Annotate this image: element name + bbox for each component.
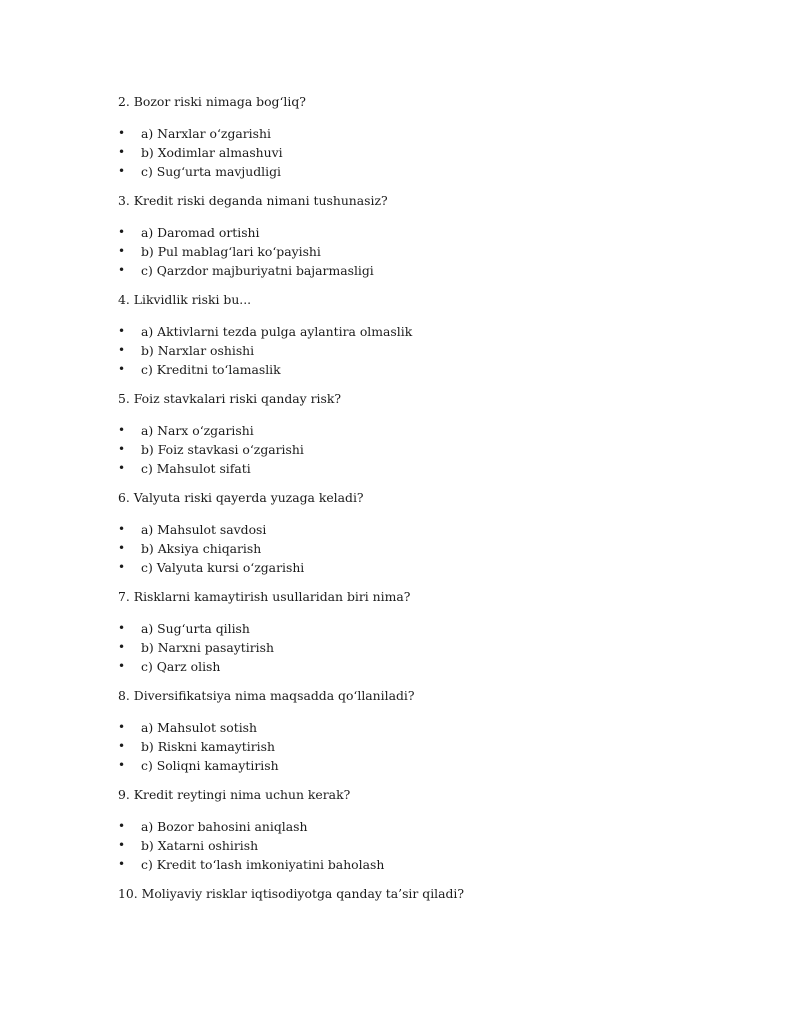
options-list [118,718,738,775]
bullet-icon: • [118,739,126,753]
bullet-icon: • [118,541,126,555]
question-block-5 [118,389,738,478]
option-text: a) Mahsulot savdosi [141,522,267,537]
option-item [118,638,738,657]
options-list [118,817,738,874]
question-text: 3. Kredit riski deganda nimani tushunasiz? [118,193,388,208]
option-text: a) Narx o‘zgarishi [141,423,254,438]
bullet-icon: • [118,640,126,654]
bullet-icon: • [118,857,126,871]
question-block-8 [118,686,738,775]
question-block-3 [118,191,738,280]
option-text: b) Pul mablag‘lari ko‘payishi [141,244,321,259]
option-item [118,360,738,379]
option-item [118,223,738,242]
options-list [118,322,738,379]
option-text: c) Kredit to‘lash imkoniyatini baholash [141,857,385,872]
option-text: a) Daromad ortishi [141,225,260,240]
bullet-icon: • [118,225,126,239]
option-text: c) Soliqni kamaytirish [141,758,279,773]
bullet-icon: • [118,758,126,772]
bullet-icon: • [118,522,126,536]
option-text: b) Narxni pasaytirish [141,640,274,655]
option-item [118,322,738,341]
bullet-icon: • [118,343,126,357]
question-block-10 [118,884,738,904]
options-list [118,223,738,280]
question-block-4 [118,290,738,379]
bullet-icon: • [118,145,126,159]
bullet-icon: • [118,324,126,338]
question-text: 6. Valyuta riski qayerda yuzaga keladi? [118,490,364,505]
options-list [118,421,738,478]
option-text: a) Sug‘urta qilish [141,621,250,636]
option-item [118,242,738,261]
question-text: 5. Foiz stavkalari riski qanday risk? [118,391,341,406]
bullet-icon: • [118,164,126,178]
question-block-6 [118,488,738,577]
option-item [118,421,738,440]
document-page [118,92,738,904]
option-text: b) Riskni kamaytirish [141,739,275,754]
question-block-2 [118,92,738,181]
bullet-icon: • [118,423,126,437]
question-text: 7. Risklarni kamaytirish usullaridan biri nima? [118,589,411,604]
question-block-9 [118,785,738,874]
option-text: a) Aktivlarni tezda pulga aylantira olmaslik [141,324,413,339]
option-text: c) Valyuta kursi o‘zgarishi [141,560,305,575]
option-text: c) Qarz olish [141,659,221,674]
options-list [118,619,738,676]
option-text: b) Foiz stavkasi o‘zgarishi [141,442,304,457]
option-text: c) Qarzdor majburiyatni bajarmasligi [141,263,374,278]
question-text: 8. Diversifikatsiya nima maqsadda qo‘llaniladi? [118,688,415,703]
bullet-icon: • [118,838,126,852]
option-text: a) Mahsulot sotish [141,720,257,735]
bullet-icon: • [118,263,126,277]
bullet-icon: • [118,442,126,456]
option-text: b) Aksiya chiqarish [141,541,262,556]
bullet-icon: • [118,461,126,475]
option-text: c) Kreditni to‘lamaslik [141,362,281,377]
question-text: 10. Moliyaviy risklar iqtisodiyotga qanday ta’sir qiladi? [118,886,465,901]
bullet-icon: • [118,126,126,140]
option-text: c) Sug‘urta mavjudligi [141,164,281,179]
option-item [118,836,738,855]
options-list [118,520,738,577]
option-item [118,143,738,162]
option-item [118,261,738,280]
option-text: c) Mahsulot sifati [141,461,251,476]
option-item [118,718,738,737]
bullet-icon: • [118,659,126,673]
bullet-icon: • [118,720,126,734]
option-item [118,341,738,360]
question-text: 4. Likvidlik riski bu... [118,292,252,307]
option-item [118,539,738,558]
option-item [118,440,738,459]
option-text: b) Xodimlar almashuvi [141,145,283,160]
question-text: 9. Kredit reytingi nima uchun kerak? [118,787,351,802]
bullet-icon: • [118,244,126,258]
options-list [118,124,738,181]
option-item [118,756,738,775]
option-item [118,162,738,181]
option-item [118,619,738,638]
option-item [118,124,738,143]
option-text: a) Bozor bahosini aniqlash [141,819,308,834]
option-item [118,657,738,676]
option-item [118,817,738,836]
option-item [118,737,738,756]
question-block-7 [118,587,738,676]
option-item [118,558,738,577]
option-item [118,855,738,874]
option-item [118,520,738,539]
question-text: 2. Bozor riski nimaga bog‘liq? [118,94,306,109]
bullet-icon: • [118,362,126,376]
option-text: b) Xatarni oshirish [141,838,259,853]
option-text: b) Narxlar oshishi [141,343,255,358]
option-item [118,459,738,478]
option-text: a) Narxlar o‘zgarishi [141,126,271,141]
bullet-icon: • [118,560,126,574]
bullet-icon: • [118,621,126,635]
bullet-icon: • [118,819,126,833]
